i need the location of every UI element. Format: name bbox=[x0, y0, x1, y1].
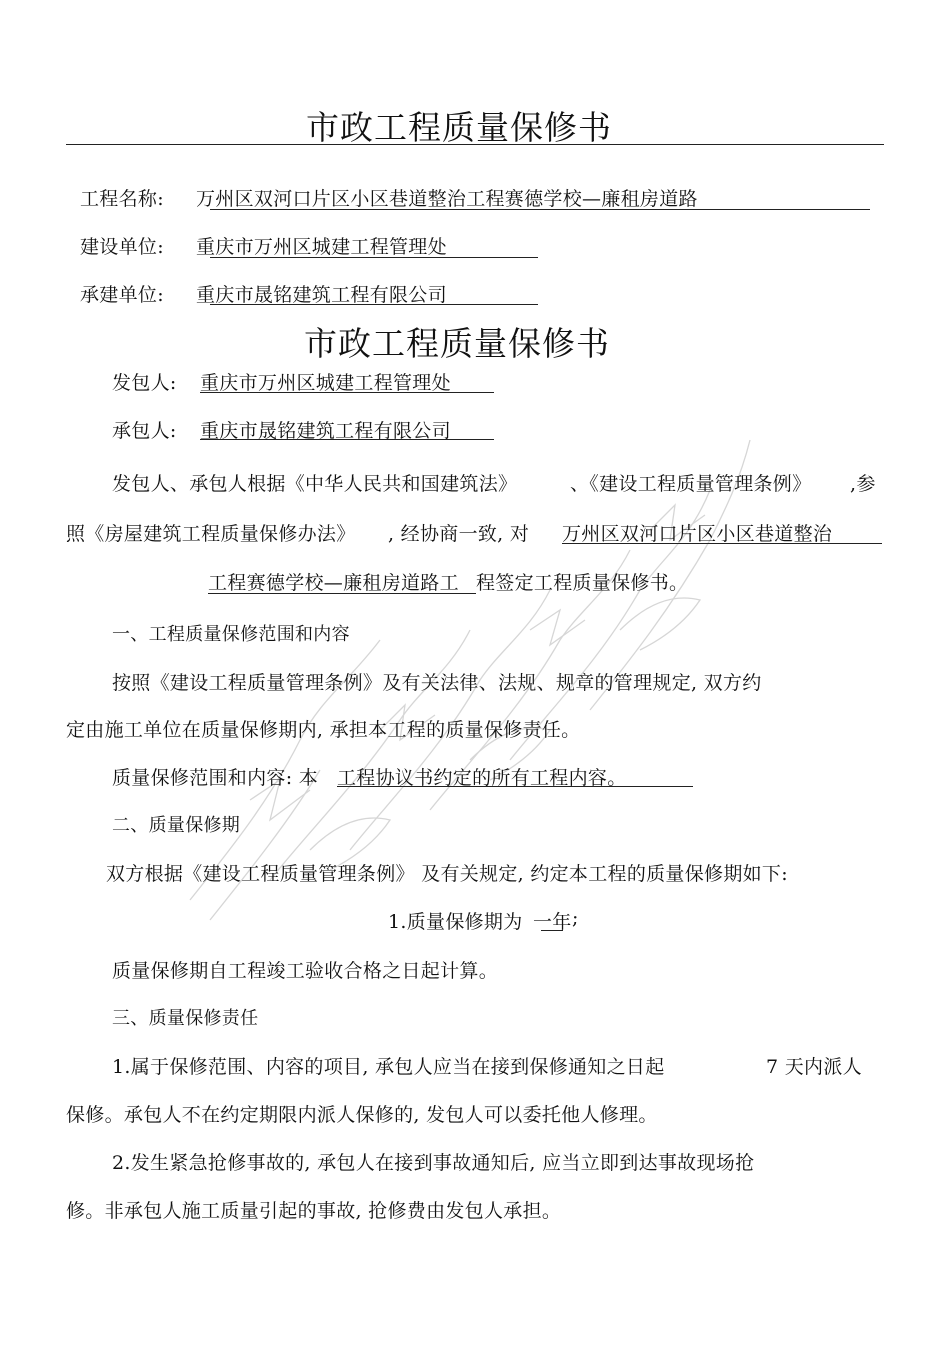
warranty-period-suffix: ; bbox=[572, 907, 579, 929]
section3-item1-line2: 保修。承包人不在约定期限内派人保修的, 发包人可以委托他人修理。 bbox=[66, 1104, 658, 1126]
contractor-unit-label: 承建单位: bbox=[80, 284, 164, 306]
doc-title: 市政工程质量保修书 bbox=[304, 324, 610, 363]
cover-title-rule bbox=[66, 144, 884, 145]
warranty-period-prefix: 1.质量保修期为 bbox=[388, 911, 523, 933]
watermark-strokes bbox=[150, 380, 770, 940]
intro-line3-underline bbox=[208, 593, 476, 594]
section3-heading: 三、质量保修责任 bbox=[112, 1008, 259, 1029]
intro-line2-a: 照《房屋建筑工程质量保修办法》 bbox=[66, 523, 356, 545]
intro-line3-a: 工程赛德学校—廉租房道路工 bbox=[208, 572, 459, 594]
employer-label: 发包人: bbox=[112, 372, 177, 394]
intro-line2-b: , 经协商一致, 对 bbox=[388, 523, 530, 545]
intro-line1-c: ,参 bbox=[850, 473, 876, 495]
contractor-underline bbox=[200, 439, 494, 440]
section2-heading: 二、质量保修期 bbox=[112, 815, 241, 836]
section3-item2-line1: 2.发生紧急抢修事故的, 承包人在接到事故通知后, 应当立即到达事故现场抢 bbox=[112, 1152, 755, 1174]
contractor-unit-value: 重庆市晟铭建筑工程有限公司 bbox=[196, 284, 447, 306]
project-name-value: 万州区双河口片区小区巷道整治工程赛德学校—廉租房道路 bbox=[196, 188, 698, 210]
intro-line3-b: 程签定工程质量保修书。 bbox=[476, 572, 689, 594]
contractor-unit-underline bbox=[210, 304, 538, 305]
contractor-value: 重庆市晟铭建筑工程有限公司 bbox=[200, 420, 451, 442]
section2-para1: 双方根据《建设工程质量管理条例》 及有关规定, 约定本工程的质量保修期如下: bbox=[106, 863, 788, 885]
builder-unit-underline bbox=[210, 257, 538, 258]
warranty-period-value: 一年 bbox=[533, 911, 572, 933]
employer-underline bbox=[200, 392, 494, 393]
cover-title: 市政工程质量保修书 bbox=[306, 108, 612, 147]
intro-line1-b: 、《建设工程质量管理条例》 bbox=[570, 473, 812, 495]
project-name-label: 工程名称: bbox=[80, 188, 164, 210]
intro-line1-a: 发包人、承包人根据《中华人民共和国建筑法》 bbox=[112, 473, 518, 495]
section1-heading: 一、工程质量保修范围和内容 bbox=[112, 624, 350, 645]
warranty-period-underline bbox=[541, 930, 563, 931]
section3-item2-line2: 修。非承包人施工质量引起的事故, 抢修费由发包人承担。 bbox=[66, 1200, 562, 1222]
employer-value: 重庆市万州区城建工程管理处 bbox=[200, 372, 451, 394]
builder-unit-label: 建设单位: bbox=[80, 236, 164, 258]
section2-para2: 质量保修期自工程竣工验收合格之日起计算。 bbox=[112, 960, 499, 982]
scope-label: 质量保修范围和内容: 本 bbox=[112, 767, 319, 789]
intro-line2-underline bbox=[562, 543, 882, 544]
builder-unit-value: 重庆市万州区城建工程管理处 bbox=[196, 236, 447, 258]
section3-item1-line1-b: 7 天内派人 bbox=[766, 1056, 862, 1078]
scope-underline bbox=[337, 786, 693, 787]
scope-value: 工程协议书约定的所有工程内容。 bbox=[337, 767, 627, 789]
project-name-underline bbox=[210, 209, 870, 210]
contractor-label: 承包人: bbox=[112, 420, 177, 442]
section3-item1-line1-a: 1.属于保修范围、内容的项目, 承包人应当在接到保修通知之日起 bbox=[112, 1056, 665, 1078]
section1-para-line1: 按照《建设工程质量管理条例》及有关法律、法规、规章的管理规定, 双方约 bbox=[112, 672, 762, 694]
intro-line2-c: 万州区双河口片区小区巷道整治 bbox=[562, 523, 833, 545]
section1-para-line2: 定由施工单位在质量保修期内, 承担本工程的质量保修责任。 bbox=[66, 719, 581, 741]
